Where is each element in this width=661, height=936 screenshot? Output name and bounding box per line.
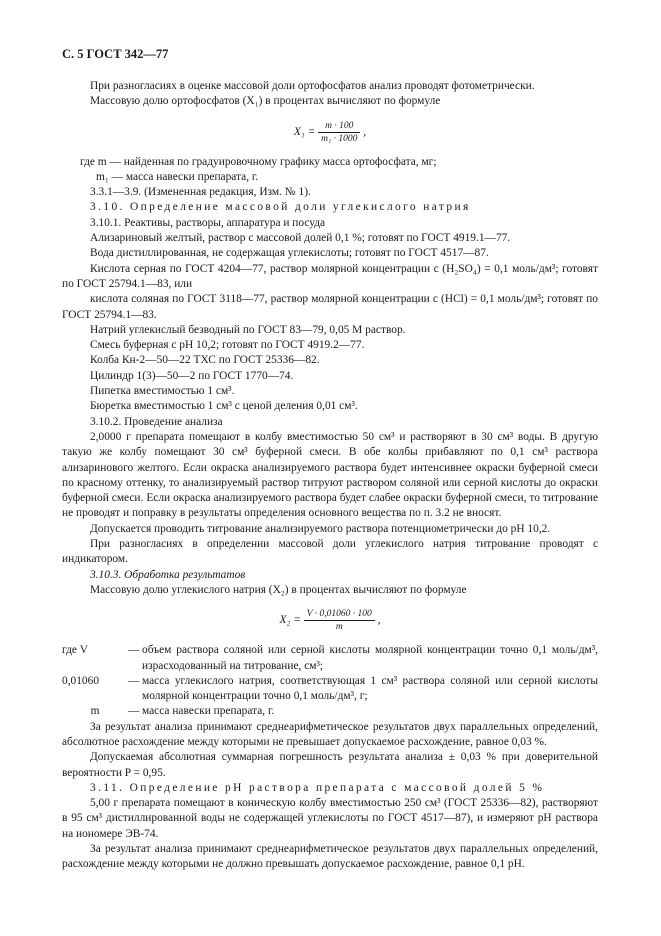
formula-tail: , xyxy=(377,614,381,627)
definition-row: m — масса навески препарата, г. xyxy=(62,704,598,719)
paragraph: 5,00 г препарата помещают в коническую колбу вместимостью 250 см³ (ГОСТ 25336—82), растворяют в 95 см³ дистиллированной воды не содержащей углекислоты по ГОСТ 4517—87), и измеряют рН раствора на иономере ЭВ-74. xyxy=(62,797,598,840)
formula-denominator: m₁ · 1000 xyxy=(321,133,358,144)
formula-tail: , xyxy=(363,125,367,138)
definition-text: масса навески препарата, г. xyxy=(142,705,275,718)
definition-m1: m₁ — масса навески препарата, г. xyxy=(96,170,259,183)
formula-lhs: X₁ = xyxy=(293,125,316,138)
paragraph: За результат анализа принимают среднеарифметическое результатов двух параллельных определений, абсолютное расхождение между которыми не превышает допускаемое расхождение, равное 0,03 %. xyxy=(62,720,598,748)
paragraph: Массовую долю углекислого натрия (X₂) в процентах вычисляют по формуле xyxy=(90,583,467,596)
paragraph: При разногласиях в оценке массовой доли ортофосфатов анализ проводят фотометрически. xyxy=(90,80,535,92)
equipment-item: Колба Кн-2—50—22 ТХС по ГОСТ 25336—82. xyxy=(90,354,320,367)
equipment-item: Пипетка вместимостью 1 см³. xyxy=(90,385,235,398)
reagent-item: кислота соляная по ГОСТ 3118—77, раствор молярной концентрации c (HCl) = 0,1 моль/дм³; готовят по ГОСТ 25794.1—83. xyxy=(62,293,598,321)
reagent-item: Натрий углекислый безводный по ГОСТ 83—79, 0,05 М раствор. xyxy=(90,323,406,336)
paragraph: Допускаемая абсолютная суммарная погрешность результата анализа ± 0,03 % при доверительной вероятности P = 0,95. xyxy=(62,751,598,779)
paragraph: За результат анализа принимают среднеарифметическое результатов двух параллельных определений, расхождение между которыми не должно превышать допускаемое расхождение, равное 0,1 рН. xyxy=(62,843,598,871)
page-header: С. 5 ГОСТ 342—77 xyxy=(62,47,169,61)
reagent-item: Смесь буферная с рН 10,2; готовят по ГОСТ 4919.2—77. xyxy=(90,339,365,352)
equipment-item: Бюретка вместимостью 1 см³ с ценой деления 0,01 см³. xyxy=(90,400,358,413)
definition-text: объем раствора соляной или серной кислоты молярной концентрации точно 0,1 моль/дм³, израсходованный на титрование, см³; xyxy=(142,644,598,672)
definition-row: где V — объем раствора соляной или серной кислоты молярной концентрации точно 0,1 моль/дм³, израсходованный на титрование, см³; xyxy=(62,643,598,674)
definition-symbol: 0,01060 xyxy=(62,674,100,687)
formula-denominator: m xyxy=(335,622,343,633)
formula-fraction xyxy=(318,120,360,145)
definition-row: 0,01060 — масса углекислого натрия, соответствующая 1 см³ раствора соляной или серной кислоты молярной концентрации точно 0,1 моль/дм³, г; xyxy=(62,674,598,705)
formula-numerator: m · 100 xyxy=(318,120,360,133)
document-body xyxy=(62,79,598,873)
subsection-heading: 3.10.3. Обработка результатов xyxy=(90,568,246,581)
amendment-note: 3.3.1—3.9. (Измененная редакция, Изм. № 1). xyxy=(90,186,311,199)
reagent-item: Ализариновый желтый, раствор с массовой долей 0,1 %; готовят по ГОСТ 4919.1—77. xyxy=(90,232,511,245)
subsection-heading: 3.10.1. Реактивы, растворы, аппаратура и посуда xyxy=(90,216,326,229)
section-heading: 3.10. Определение массовой доли углекислого натрия xyxy=(90,201,471,214)
definition-m: где m — найденная по градуировочному графику масса ортофосфата, мг; xyxy=(80,155,437,168)
section-heading: 3.11. Определение рН раствора препарата с массовой долей 5 % xyxy=(90,781,545,794)
formula-numerator: V · 0,01060 · 100 xyxy=(304,608,375,621)
definition-symbol: m xyxy=(90,705,100,718)
paragraph: Допускается проводить титрование анализируемого раствора потенциометрически до рН 10,2. xyxy=(90,522,551,535)
paragraph: При разногласиях в определении массовой доли углекислого натрия титрование проводят с индикатором. xyxy=(62,538,598,566)
equipment-item: Цилиндр 1(3)—50—2 по ГОСТ 1770—74. xyxy=(90,369,294,382)
formula-lhs: X₂ = xyxy=(279,614,301,627)
paragraph: 2,0000 г препарата помещают в колбу вместимостью 50 см³ и растворяют в 30 см³ воды. В другую такую же колбу помещают 30 см³ буферной смеси. В обе колбы прибавляют по 0,1 см³ раствора ализаринового желтого. Если окраска анализируемого раствора будет интенсивнее окраски буферной смеси по красному оттенку, то анализируемый раствор титруют раствором соляной или серной кислоты до окраски буферной смеси. Если окраска анализируемого раствора будет слабее окраски буферной смеси, то титрование не проводят и поправку в результаты определения основного вещества по п. 3.2 не вносят. xyxy=(62,430,598,520)
subsection-heading: 3.10.2. Проведение анализа xyxy=(90,415,223,428)
reagent-item: Кислота серная по ГОСТ 4204—77, раствор молярной концентрации c (H₂SO₄) = 0,1 моль/дм³; готовят по ГОСТ 25794.1—83, или xyxy=(62,262,598,290)
formula-x2 xyxy=(62,608,598,633)
formula-x1 xyxy=(62,120,598,145)
reagent-item: Вода дистиллированная, не содержащая углекислоты; готовят по ГОСТ 4517—87. xyxy=(90,247,489,260)
definition-symbol: где V xyxy=(62,644,89,657)
formula-fraction xyxy=(304,608,375,633)
paragraph: Массовую долю ортофосфатов (X₁) в процентах вычисляют по формуле xyxy=(90,95,441,108)
definition-text: масса углекислого натрия, соответствующая 1 см³ раствора соляной или серной кислоты молярной концентрации точно 0,1 моль/дм³, г; xyxy=(142,674,598,703)
